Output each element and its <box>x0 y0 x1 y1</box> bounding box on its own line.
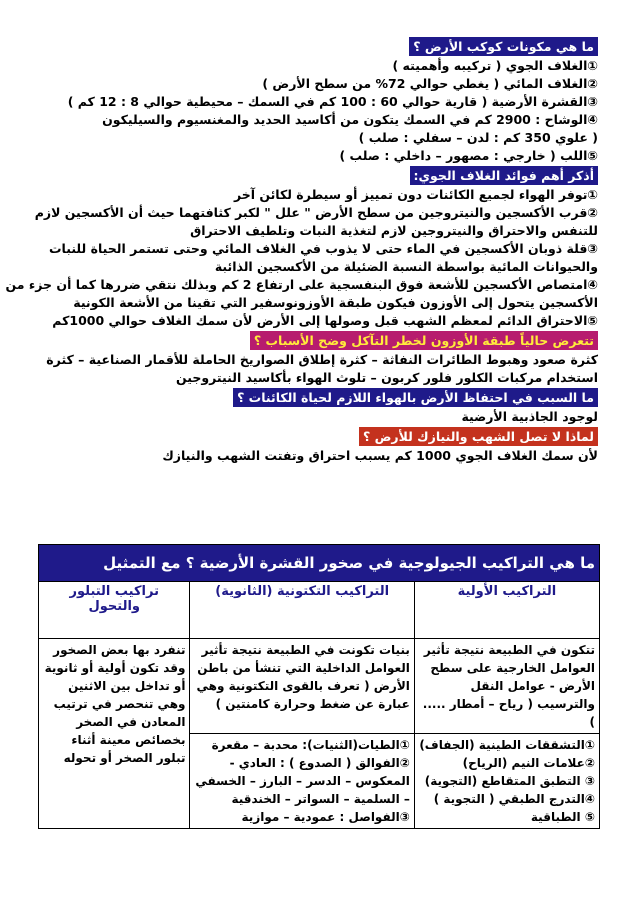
text-line <box>40 369 598 387</box>
heading-text: تتعرض حالياً طبقة الأوزون لخطر التآكل وضح الأسباب ؟ <box>250 331 598 350</box>
text-line <box>40 129 598 147</box>
text-line <box>40 294 598 312</box>
text-line <box>40 93 598 111</box>
document-body <box>5 36 598 465</box>
question-heading <box>40 36 598 57</box>
line-text: لوجود الجاذبية الأرضية <box>461 409 598 424</box>
text-line <box>40 351 598 369</box>
table-title: ما هي التراكيب الجيولوجية في صخور القشرة الأرضية ؟ مع التمثيل <box>39 545 600 582</box>
header-primary: التراكيب الأولية <box>414 582 599 639</box>
examples-tectonic <box>190 734 414 829</box>
text-line <box>40 222 598 240</box>
line-text: ( علوي 350 كم : لدن – سفلي : صلب ) <box>358 130 598 145</box>
question-heading <box>40 330 598 351</box>
text-line <box>40 111 598 129</box>
question-heading <box>40 426 598 447</box>
list-item: ⑤ الطباقية <box>530 810 595 824</box>
text-line <box>40 447 598 465</box>
heading-text: ما هي مكونات كوكب الأرض ؟ <box>409 37 598 56</box>
list-item: – السلمية – السواتر – الخندقية <box>231 792 410 806</box>
line-text: للتنفس والاحتراق والنيتروجين لازم لتغذية النبات وتلطيف الاحتراق <box>190 223 598 238</box>
text-line <box>40 240 598 258</box>
line-text: ③قلة ذوبان الأكسجين في الماء حتى لا يذوب في الغلاف المائي وحتى تستمر الحياة للنبات <box>48 241 598 256</box>
text-line <box>40 147 598 165</box>
text-line <box>34 204 598 222</box>
text-line <box>40 258 598 276</box>
list-item: ②الفوالق ( الصدوع ) : العادي - <box>229 756 410 770</box>
line-text: ①توفر الهواء لجميع الكائنات دون تمييز أو سيطرة لكائن آخر <box>233 187 598 202</box>
line-text: ②قرب الأكسجين والنيتروجين من سطح الأرض " علل " لكبر كثافتهما حيث أن الأكسجين لازم <box>34 205 598 220</box>
geological-structures-table <box>38 544 600 829</box>
text-line <box>5 276 598 294</box>
line-text: ④الوشاح : 2900 كم في السمك يتكون من أكاسيد الحديد والمغنسيوم والسيليكون <box>102 112 598 127</box>
list-item: ③ التطبق المتقاطع (التجوية) <box>424 774 595 788</box>
list-item: ④التدرج الطبقي ( التجوية ) <box>433 792 595 806</box>
line-text: ⑤الاحتراق الدائم لمعظم الشهب قبل وصولها إلى الأرض لأن سمك الغلاف حوالي 1000كم <box>52 313 598 328</box>
examples-primary <box>414 734 599 829</box>
desc-primary: تتكون في الطبيعة نتيجة تأثير العوامل الخارجية على سطح الأرض - عوامل النقل والترسيب ( رياح – أمطار ..... ) <box>414 639 599 734</box>
line-text: ⑤اللب ( خارجي : مصهور – داخلي : صلب ) <box>339 148 598 163</box>
list-item: ①الطيات(الثنيات): محدبة – مقعرة <box>211 738 410 752</box>
line-text: الأكسجين يتحول إلى الأوزون فيكون طبقة الأوزونوسفير التي تقينا من الأشعة الكونية <box>73 295 598 310</box>
line-text: استخدام مركبات الكلور فلور كربون – تلوث الهواء بأكاسيد النيتروجين <box>176 370 598 385</box>
line-text: ④امتصاص الأكسجين للأشعة فوق البنفسجية على ارتفاع 2 كم وبذلك نتقي ضررها كما أن جزء من <box>5 277 598 292</box>
line-text: كثرة صعود وهبوط الطائرات النفاثة – كثرة إطلاق الصواريخ الحاملة للأقمار الصناعية – كثرة <box>46 352 598 367</box>
question-heading <box>40 387 598 408</box>
list-item: ③الفواصل : عمودية – موازية <box>241 810 410 824</box>
text-line <box>40 57 598 75</box>
text-line <box>40 186 598 204</box>
line-text: ①الغلاف الجوي ( تركيبه وأهميته ) <box>392 58 598 73</box>
heading-text: أذكر أهم فوائد الغلاف الجوي: <box>410 166 598 185</box>
list-item: ①التشققات الطينية (الجفاف) <box>419 738 595 752</box>
list-item: ②علامات النيم (الرياح) <box>462 756 595 770</box>
line-text: لأن سمك الغلاف الجوي 1000 كم يسبب احتراق وتفتت الشهب والنيازك <box>162 448 598 463</box>
header-crystallization: تراكيب التبلور والتحول <box>39 582 190 639</box>
heading-text: ما السبب في احتفاظ الأرض بالهواء اللازم لحياة الكائنات ؟ <box>233 388 598 407</box>
heading-text: لماذا لا تصل الشهب والنيازك للأرض ؟ <box>359 427 598 446</box>
question-heading <box>40 165 598 186</box>
text-line <box>40 408 598 426</box>
line-text: ③القشرة الأرضية ( قارية حوالي 60 : 100 كم في السمك – محيطية حوالي 8 : 12 كم ) <box>67 94 598 109</box>
line-text: والحيوانات المائية بواسطة النسبة الضئيلة من الأكسجين الذائبة <box>214 259 598 274</box>
text-line <box>40 312 598 330</box>
desc-tectonic: بنيات تكونت في الطبيعة نتيجة تأثير العوامل الداخلية التي تنشأ من باطن الأرض ( تعرف بالقوى التكتونية وهي عبارة عن ضغط وحرارة كامنتين ) <box>190 639 414 734</box>
header-tectonic: التراكيب التكتونية (الثانوية) <box>190 582 414 639</box>
line-text: ②الغلاف المائي ( يغطي حوالي 72% من سطح الأرض ) <box>262 76 598 91</box>
list-item: المعكوس – الدسر – البارز – الخسفي <box>195 774 410 788</box>
desc-crystallization: تنفرد بها بعض الصخور وقد تكون أولية أو ثانوية أو تداخل بين الاثنين وهي تنحصر في ترتيب المعادن في الصخر بخصائص معينة أثناء تبلور الصخر أو تحوله <box>39 639 190 829</box>
text-line <box>40 75 598 93</box>
